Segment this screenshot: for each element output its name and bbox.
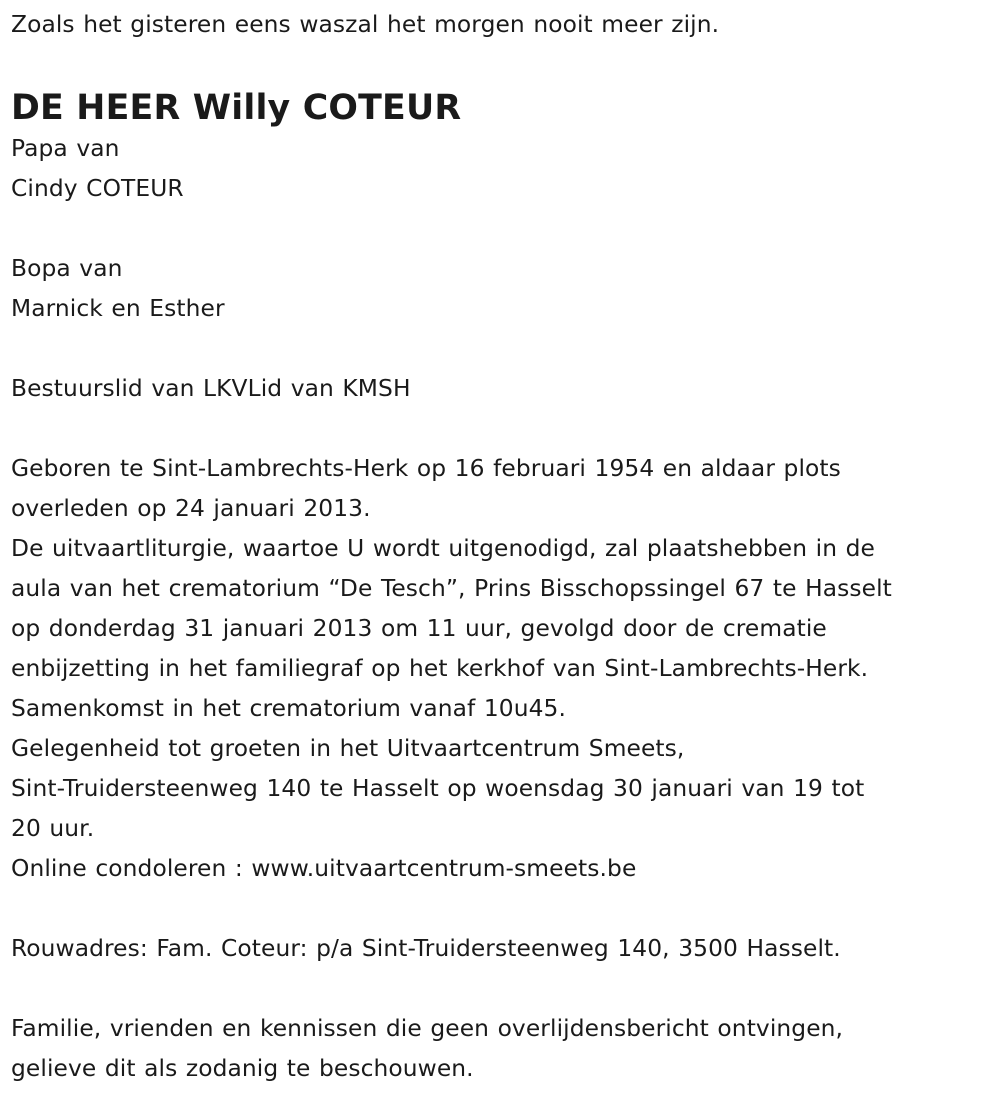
detail-line: Gelegenheid tot groeten in het Uitvaartcentrum Smeets, xyxy=(11,734,685,762)
spacer xyxy=(11,328,993,368)
spacer xyxy=(11,968,993,1008)
detail-line: De uitvaartliturgie, waartoe U wordt uitgenodigd, zal plaatshebben in de xyxy=(11,534,875,562)
online-condolence-line: Online condoleren : www.uitvaartcentrum-smeets.be xyxy=(11,854,637,882)
funeral-details xyxy=(11,448,993,888)
detail-line: overleden op 24 januari 2013. xyxy=(11,494,371,522)
death-notice xyxy=(11,0,993,1088)
detail-line: Sint-Truidersteenweg 140 te Hasselt op woensdag 30 januari van 19 tot xyxy=(11,774,865,802)
deceased-name: DE HEER Willy COTEUR xyxy=(11,88,462,128)
membership-text: Bestuurslid van LKVLid van KMSH xyxy=(11,374,411,402)
detail-line: Geboren te Sint-Lambrechts-Herk op 16 februari 1954 en aldaar plots xyxy=(11,454,841,482)
detail-line: enbijzetting in het familiegraf op het kerkhof van Sint-Lambrechts-Herk. xyxy=(11,654,869,682)
spacer xyxy=(11,208,993,248)
children-names: Cindy COTEUR xyxy=(11,174,184,202)
opening-quote: Zoals het gisteren eens waszal het morgen nooit meer zijn. xyxy=(11,10,720,38)
bopa-label: Bopa van xyxy=(11,254,123,282)
spacer xyxy=(11,408,993,448)
detail-line: aula van het crematorium “De Tesch”, Prins Bisschopssingel 67 te Hasselt xyxy=(11,574,892,602)
closing-line: gelieve dit als zodanig te beschouwen. xyxy=(11,1054,474,1082)
detail-line: 20 uur. xyxy=(11,814,95,842)
grandchildren-names: Marnick en Esther xyxy=(11,294,225,322)
papa-label: Papa van xyxy=(11,134,120,162)
mourning-address: Rouwadres: Fam. Coteur: p/a Sint-Truidersteenweg 140, 3500 Hasselt. xyxy=(11,934,841,962)
spacer xyxy=(11,888,993,928)
detail-line: op donderdag 31 januari 2013 om 11 uur, gevolgd door de crematie xyxy=(11,614,827,642)
detail-line: Samenkomst in het crematorium vanaf 10u45. xyxy=(11,694,567,722)
closing-line: Familie, vrienden en kennissen die geen overlijdensbericht ontvingen, xyxy=(11,1014,844,1042)
